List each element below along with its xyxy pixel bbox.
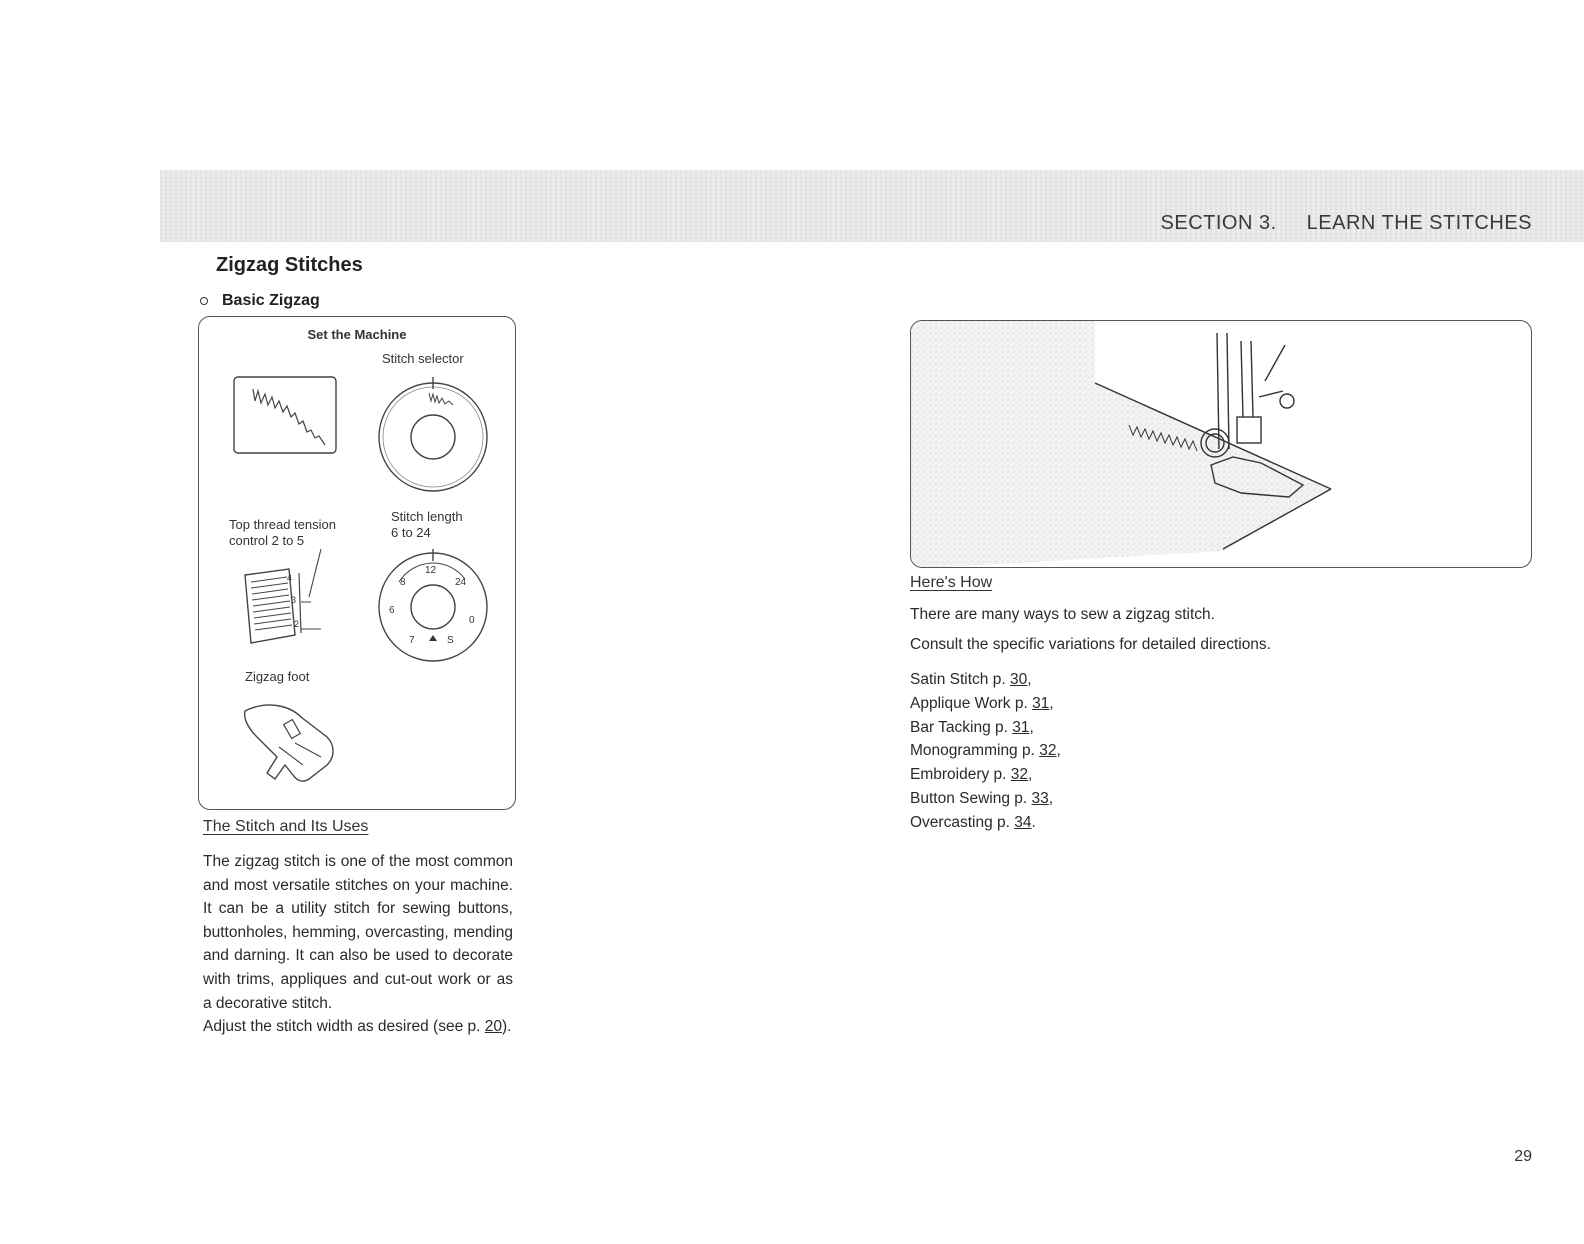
ref-punct: , xyxy=(1049,694,1054,712)
zigzag-foot-icon xyxy=(245,705,333,781)
stitch-length-label-line1: Stitch length xyxy=(391,509,463,524)
dial-mark-0: 0 xyxy=(469,615,475,626)
stitch-uses-paragraph: The zigzag stitch is one of the most common and most versatile stitches on your machine. It can be a utility stitch for sewing buttons, buttonholes, hemming, overcasting, mending and darning. It can also be used to decorate with trims, appliques and cut-out work or as a decorative stitch. xyxy=(203,853,513,1012)
list-item xyxy=(910,692,1430,716)
adjust-width-suffix: ). xyxy=(501,1018,512,1036)
dial-mark-8: 8 xyxy=(400,577,406,588)
ref-label: Button Sewing p. xyxy=(910,789,1032,807)
sewing-illustration-panel xyxy=(910,320,1532,568)
page-ref-link[interactable]: 34 xyxy=(1014,813,1032,831)
page-ref-link[interactable]: 30 xyxy=(1009,671,1028,688)
section-number: SECTION 3. xyxy=(1160,212,1277,234)
ref-punct: , xyxy=(1027,671,1032,688)
zigzag-foot-label: Zigzag foot xyxy=(245,669,310,684)
heres-how-section xyxy=(910,574,1430,835)
page-ref-link[interactable]: 31 xyxy=(1032,694,1050,712)
list-item xyxy=(910,787,1430,811)
ref-label: Monogramming p. xyxy=(910,742,1040,760)
stitch-uses-section xyxy=(203,818,513,1039)
machine-settings-illustrations xyxy=(199,317,517,811)
list-item xyxy=(910,716,1430,740)
heres-how-line2: Consult the specific variations for detailed directions. xyxy=(910,636,1271,653)
stitch-length-label-line2: 6 to 24 xyxy=(391,525,431,540)
page-title: Zigzag Stitches xyxy=(216,254,363,276)
subsection-heading xyxy=(200,292,320,310)
ref-label: Applique Work p. xyxy=(910,694,1033,712)
ref-label: Bar Tacking p. xyxy=(910,718,1013,736)
list-item xyxy=(910,763,1430,787)
dial-mark-6: 6 xyxy=(389,605,395,616)
heres-how-heading: Here's How xyxy=(910,574,993,591)
dial-mark-12: 12 xyxy=(425,565,437,576)
ref-punct: , xyxy=(1029,718,1034,736)
panel-heading: Set the Machine xyxy=(307,327,407,342)
stitch-pattern-window-icon xyxy=(234,377,336,453)
page-ref-link[interactable]: 32 xyxy=(1039,742,1057,760)
adjust-width-note xyxy=(203,1015,513,1039)
stitch-selector-dial-icon xyxy=(379,377,487,491)
page-ref-link[interactable]: 33 xyxy=(1031,789,1049,807)
stitch-selector-label: Stitch selector xyxy=(382,351,464,366)
set-machine-panel xyxy=(198,316,516,810)
page-number: 29 xyxy=(1514,1148,1532,1165)
ref-label: Overcasting p. xyxy=(910,813,1015,831)
dial-mark-s: S xyxy=(447,635,454,646)
section-name: LEARN THE STITCHES xyxy=(1306,212,1532,234)
section-header-band xyxy=(160,170,1584,242)
stitch-length-dial-icon xyxy=(379,549,487,661)
ref-punct: , xyxy=(1028,766,1033,784)
tension-control-icon xyxy=(245,549,321,643)
section-title xyxy=(1161,212,1532,235)
tension-mark-4: 4 xyxy=(287,573,293,583)
ref-punct: , xyxy=(1056,742,1061,760)
tension-label-line1: Top thread tension xyxy=(229,517,336,532)
tension-mark-2: 2 xyxy=(294,619,300,629)
page-ref-link[interactable]: 20 xyxy=(484,1018,502,1036)
list-item xyxy=(910,668,1430,692)
tension-mark-3: 3 xyxy=(291,595,297,605)
stitch-uses-heading: The Stitch and Its Uses xyxy=(203,818,369,835)
ref-label: Satin Stitch p. xyxy=(910,671,1010,688)
tension-label-line2: control 2 to 5 xyxy=(229,533,305,548)
ref-label: Embroidery p. xyxy=(910,766,1011,784)
adjust-width-text: Adjust the stitch width as desired (see p. xyxy=(203,1018,485,1036)
list-item xyxy=(910,739,1430,763)
page-ref-link[interactable]: 32 xyxy=(1010,766,1029,784)
ref-punct: , xyxy=(1048,789,1054,807)
variation-reference-list xyxy=(910,668,1430,835)
sewing-machine-foot-illustration xyxy=(911,321,1532,568)
subsection-title: Basic Zigzag xyxy=(222,292,320,309)
list-item xyxy=(910,811,1430,835)
ref-punct: . xyxy=(1031,813,1036,831)
bullet-icon xyxy=(200,297,208,305)
dial-mark-7: 7 xyxy=(409,635,415,646)
dial-mark-24: 24 xyxy=(455,577,467,588)
page-ref-link[interactable]: 31 xyxy=(1012,718,1030,736)
heres-how-line1: There are many ways to sew a zigzag stitch. xyxy=(910,606,1215,623)
